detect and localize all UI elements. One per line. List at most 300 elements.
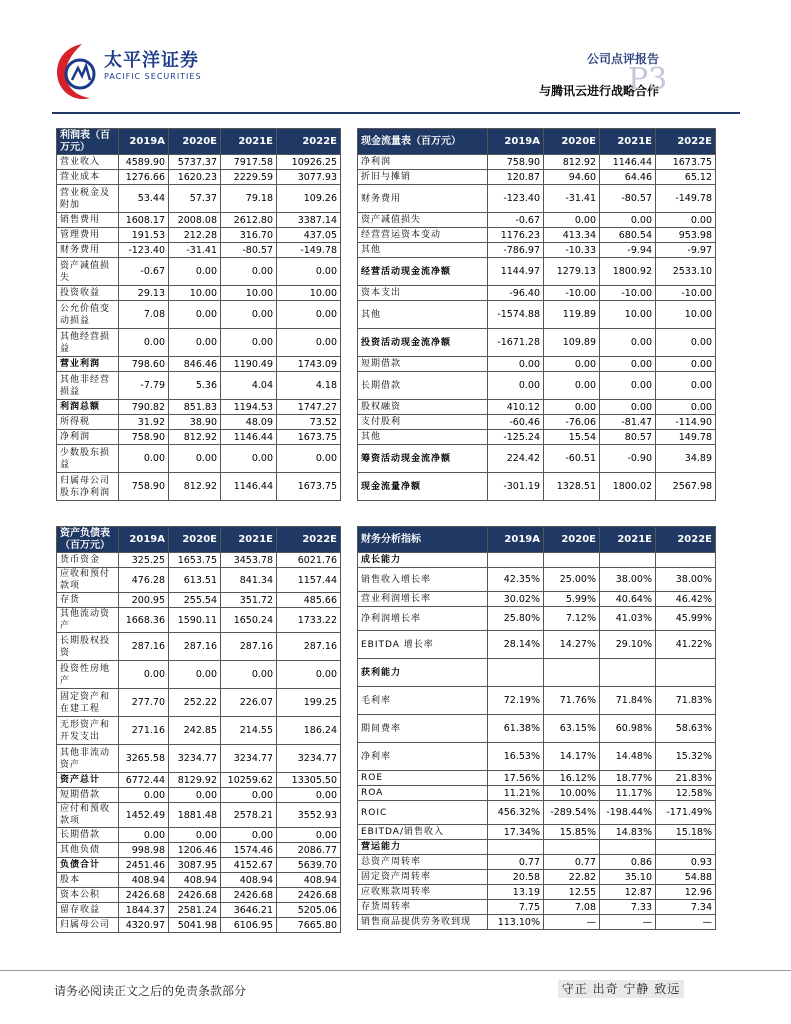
row-label: 管理费用 xyxy=(57,228,119,243)
table-row xyxy=(57,258,341,286)
table-row xyxy=(57,553,341,568)
table-row xyxy=(57,888,341,903)
table-row xyxy=(57,357,341,372)
table-cell: -80.57 xyxy=(221,243,277,258)
table-row xyxy=(358,607,716,631)
table-cell: -76.06 xyxy=(544,415,600,430)
table-cell: 456.32% xyxy=(488,801,544,825)
table-cell: 94.60 xyxy=(544,170,600,185)
table-cell: 0.00 xyxy=(169,828,221,843)
table-cell: 846.46 xyxy=(169,357,221,372)
table-cell: 0.00 xyxy=(544,357,600,372)
table-row xyxy=(57,745,341,773)
table-row xyxy=(57,400,341,415)
table-cell: 0.00 xyxy=(656,400,716,415)
table-cell: 14.48% xyxy=(600,743,656,771)
row-label: 净利率 xyxy=(358,743,488,771)
table-cell: 0.00 xyxy=(221,788,277,803)
table-row xyxy=(358,185,716,213)
row-label: EBITDA 增长率 xyxy=(358,631,488,659)
table-cell: -10.00 xyxy=(544,286,600,301)
table-cell: 325.25 xyxy=(119,553,169,568)
table-cell: 351.72 xyxy=(221,593,277,608)
table-row xyxy=(57,858,341,873)
table-cell: 7.08 xyxy=(544,900,600,915)
table-cell: 7.12% xyxy=(544,607,600,631)
table-cell: 29.10% xyxy=(600,631,656,659)
table-cell: 2533.10 xyxy=(656,258,716,286)
table-cell: 0.00 xyxy=(169,329,221,357)
table-cell: 60.98% xyxy=(600,715,656,743)
table-row xyxy=(57,155,341,170)
row-label: 毛利率 xyxy=(358,687,488,715)
table-cell: 277.70 xyxy=(119,689,169,717)
row-label: 其他流动资产 xyxy=(57,608,119,633)
table-cell: 48.09 xyxy=(221,415,277,430)
table-cell: 2612.80 xyxy=(221,213,277,228)
table-cell: 0.00 xyxy=(119,788,169,803)
table-cell: 15.54 xyxy=(544,430,600,445)
row-label: ROA xyxy=(358,786,488,801)
table-cell: 11.21% xyxy=(488,786,544,801)
table-cell: — xyxy=(600,915,656,930)
table-row xyxy=(358,687,716,715)
row-label: 总资产周转率 xyxy=(358,855,488,870)
table-cell: -80.57 xyxy=(600,185,656,213)
table-cell: 30.02% xyxy=(488,592,544,607)
row-label: 折旧与摊销 xyxy=(358,170,488,185)
table-cell: 0.00 xyxy=(600,329,656,357)
year-header: 2022E xyxy=(277,527,341,553)
table-cell: 10926.25 xyxy=(277,155,341,170)
table-row xyxy=(358,170,716,185)
row-label: 资本支出 xyxy=(358,286,488,301)
page-number: P3 xyxy=(628,62,668,97)
row-label: 应收账款周转率 xyxy=(358,885,488,900)
table-cell: 252.22 xyxy=(169,689,221,717)
table-row xyxy=(57,661,341,689)
row-label: 货币资金 xyxy=(57,553,119,568)
row-label: 股本 xyxy=(57,873,119,888)
table-title: 现金流量表（百万元） xyxy=(358,129,488,155)
table-cell: 1800.02 xyxy=(600,473,656,501)
table-cell xyxy=(656,659,716,687)
row-label: 应付和预收款项 xyxy=(57,803,119,828)
table-cell: 0.00 xyxy=(119,828,169,843)
row-label: 所得税 xyxy=(57,415,119,430)
table-cell: 1146.44 xyxy=(221,473,277,501)
table-row xyxy=(57,918,341,933)
table-row xyxy=(57,329,341,357)
table-cell: 199.25 xyxy=(277,689,341,717)
table-cell: 0.00 xyxy=(600,213,656,228)
table-cell: 11.17% xyxy=(600,786,656,801)
table-header-row xyxy=(358,129,716,155)
table-cell: -123.40 xyxy=(488,185,544,213)
table-cell: 0.00 xyxy=(277,445,341,473)
year-header: 2019A xyxy=(488,129,544,155)
table-cell: 119.89 xyxy=(544,301,600,329)
row-label: 营业利润增长率 xyxy=(358,592,488,607)
table-row xyxy=(57,843,341,858)
table-cell: 3077.93 xyxy=(277,170,341,185)
table-cell: 65.12 xyxy=(656,170,716,185)
table-cell: 5.36 xyxy=(169,372,221,400)
row-label: 投资性房地产 xyxy=(57,661,119,689)
table-cell: 4320.97 xyxy=(119,918,169,933)
table-cell: 113.10% xyxy=(488,915,544,930)
table-cell: 255.54 xyxy=(169,593,221,608)
table-cell: 1733.22 xyxy=(277,608,341,633)
table-cell: 63.15% xyxy=(544,715,600,743)
table-row xyxy=(358,743,716,771)
table-cell: 8129.92 xyxy=(169,773,221,788)
table-title: 财务分析指标 xyxy=(358,527,488,553)
table-cell: 410.12 xyxy=(488,400,544,415)
year-header: 2022E xyxy=(656,129,716,155)
table-cell: 73.52 xyxy=(277,415,341,430)
table-cell: -198.44% xyxy=(600,801,656,825)
table-row xyxy=(57,243,341,258)
table-cell: 3087.95 xyxy=(169,858,221,873)
row-label: 经营活动现金流净额 xyxy=(358,258,488,286)
table-row xyxy=(358,631,716,659)
table-cell: 214.55 xyxy=(221,717,277,745)
row-label: 资产减值损失 xyxy=(57,258,119,286)
table-cell: 0.00 xyxy=(169,661,221,689)
row-label: 资产总计 xyxy=(57,773,119,788)
table-cell: 790.82 xyxy=(119,400,169,415)
table-row xyxy=(57,773,341,788)
row-label: 归属母公司 xyxy=(57,918,119,933)
balance-sheet-table xyxy=(56,526,341,933)
row-label: 营业税金及附加 xyxy=(57,185,119,213)
table-cell: 1673.75 xyxy=(656,155,716,170)
table-row xyxy=(57,717,341,745)
table-row xyxy=(358,243,716,258)
header-divider xyxy=(52,112,740,114)
table-row xyxy=(358,415,716,430)
table-cell: 0.00 xyxy=(277,258,341,286)
table-row xyxy=(57,593,341,608)
table-cell: 17.34% xyxy=(488,825,544,840)
row-label: ROE xyxy=(358,771,488,786)
table-row xyxy=(358,329,716,357)
table-cell: 812.92 xyxy=(544,155,600,170)
table-row xyxy=(57,228,341,243)
table-row xyxy=(358,825,716,840)
table-cell xyxy=(544,553,600,568)
table-cell: 42.35% xyxy=(488,568,544,592)
table-cell: 1190.49 xyxy=(221,357,277,372)
row-label: 财务费用 xyxy=(57,243,119,258)
row-label: 其他经营损益 xyxy=(57,329,119,357)
table-cell: 7.34 xyxy=(656,900,716,915)
table-cell: 0.00 xyxy=(119,329,169,357)
table-cell: 224.42 xyxy=(488,445,544,473)
table-cell: -31.41 xyxy=(544,185,600,213)
table-cell: 413.34 xyxy=(544,228,600,243)
table-cell: 0.77 xyxy=(544,855,600,870)
table-cell xyxy=(488,659,544,687)
table-cell: 0.00 xyxy=(277,329,341,357)
table-cell: 2567.98 xyxy=(656,473,716,501)
table-title: 利润表（百万元） xyxy=(57,129,119,155)
table-cell: 4152.67 xyxy=(221,858,277,873)
row-label: 归属母公司股东净利润 xyxy=(57,473,119,501)
table-row xyxy=(57,568,341,593)
row-label: 存货 xyxy=(57,593,119,608)
table-row xyxy=(57,608,341,633)
table-cell: 271.16 xyxy=(119,717,169,745)
table-cell: -0.67 xyxy=(119,258,169,286)
table-cell: 35.10 xyxy=(600,870,656,885)
table-cell: 851.83 xyxy=(169,400,221,415)
table-cell: 0.00 xyxy=(119,445,169,473)
table-cell: 1590.11 xyxy=(169,608,221,633)
row-label: 利润总额 xyxy=(57,400,119,415)
row-label: 其他负债 xyxy=(57,843,119,858)
table-cell: 72.19% xyxy=(488,687,544,715)
table-cell: 1743.09 xyxy=(277,357,341,372)
table-cell: — xyxy=(544,915,600,930)
table-title: 资产负债表（百万元） xyxy=(57,527,119,553)
table-cell: 408.94 xyxy=(119,873,169,888)
table-row xyxy=(57,301,341,329)
table-cell: 15.85% xyxy=(544,825,600,840)
table-cell xyxy=(600,840,656,855)
table-cell: -96.40 xyxy=(488,286,544,301)
table-cell: 1146.44 xyxy=(221,430,277,445)
table-cell: 4.04 xyxy=(221,372,277,400)
table-row xyxy=(57,445,341,473)
row-label: 获利能力 xyxy=(358,659,488,687)
row-label: 期间费率 xyxy=(358,715,488,743)
table-cell: 200.95 xyxy=(119,593,169,608)
table-cell: 71.76% xyxy=(544,687,600,715)
row-label: 少数股东损益 xyxy=(57,445,119,473)
table-cell: 408.94 xyxy=(277,873,341,888)
table-cell: 2229.59 xyxy=(221,170,277,185)
table-cell: 798.60 xyxy=(119,357,169,372)
table-cell: 1881.48 xyxy=(169,803,221,828)
table-cell: -31.41 xyxy=(169,243,221,258)
row-label: 营业收入 xyxy=(57,155,119,170)
row-label: 支付股利 xyxy=(358,415,488,430)
table-cell: 1328.51 xyxy=(544,473,600,501)
table-row xyxy=(358,400,716,415)
row-label: 净利润增长率 xyxy=(358,607,488,631)
table-cell: -123.40 xyxy=(119,243,169,258)
table-cell: 3234.77 xyxy=(277,745,341,773)
table-cell: 841.34 xyxy=(221,568,277,593)
table-cell: 15.32% xyxy=(656,743,716,771)
table-cell: 16.12% xyxy=(544,771,600,786)
row-label: 财务费用 xyxy=(358,185,488,213)
table-cell: 12.55 xyxy=(544,885,600,900)
table-cell: 13305.50 xyxy=(277,773,341,788)
table-row xyxy=(358,900,716,915)
row-label: EBITDA/销售收入 xyxy=(358,825,488,840)
table-cell: 10.00 xyxy=(277,286,341,301)
table-cell: 0.00 xyxy=(221,329,277,357)
table-cell: 21.83% xyxy=(656,771,716,786)
table-cell: 1194.53 xyxy=(221,400,277,415)
table-cell: 7.33 xyxy=(600,900,656,915)
table-cell: 1844.37 xyxy=(119,903,169,918)
table-row xyxy=(57,213,341,228)
table-cell: 22.82 xyxy=(544,870,600,885)
row-label: 长期借款 xyxy=(358,372,488,400)
table-cell: 0.00 xyxy=(656,213,716,228)
row-label: 净利润 xyxy=(57,430,119,445)
table-cell: 0.00 xyxy=(169,301,221,329)
table-cell: 758.90 xyxy=(488,155,544,170)
table-row xyxy=(358,715,716,743)
table-cell: 0.00 xyxy=(277,301,341,329)
table-cell: -81.47 xyxy=(600,415,656,430)
table-cell: 0.00 xyxy=(600,400,656,415)
table-cell: 1144.97 xyxy=(488,258,544,286)
table-cell: 0.86 xyxy=(600,855,656,870)
row-label: ROIC xyxy=(358,801,488,825)
table-row xyxy=(57,286,341,301)
table-cell: 149.78 xyxy=(656,430,716,445)
table-cell: -9.97 xyxy=(656,243,716,258)
table-cell: 6772.44 xyxy=(119,773,169,788)
table-row xyxy=(358,840,716,855)
table-cell: 0.77 xyxy=(488,855,544,870)
row-label: 长期股权投资 xyxy=(57,633,119,661)
table-cell: 4589.90 xyxy=(119,155,169,170)
table-row xyxy=(358,473,716,501)
table-cell: 287.16 xyxy=(277,633,341,661)
table-cell: -0.90 xyxy=(600,445,656,473)
table-cell: 1620.23 xyxy=(169,170,221,185)
table-cell: -1574.88 xyxy=(488,301,544,329)
table-cell: 0.00 xyxy=(600,357,656,372)
table-cell: 5639.70 xyxy=(277,858,341,873)
table-cell: 0.00 xyxy=(488,357,544,372)
table-cell: 212.28 xyxy=(169,228,221,243)
income-statement-table xyxy=(56,128,341,501)
table-cell xyxy=(544,840,600,855)
table-row xyxy=(358,155,716,170)
table-cell: 3453.78 xyxy=(221,553,277,568)
table-cell: 28.14% xyxy=(488,631,544,659)
table-cell: 31.92 xyxy=(119,415,169,430)
table-cell: 0.00 xyxy=(600,372,656,400)
table-row xyxy=(358,786,716,801)
table-cell: 14.17% xyxy=(544,743,600,771)
table-row xyxy=(358,258,716,286)
year-header: 2020E xyxy=(169,129,221,155)
table-cell: 287.16 xyxy=(169,633,221,661)
table-cell: 0.00 xyxy=(277,788,341,803)
table-cell: 1276.66 xyxy=(119,170,169,185)
table-cell: -10.00 xyxy=(600,286,656,301)
table-row xyxy=(358,430,716,445)
table-cell: 2086.77 xyxy=(277,843,341,858)
row-label: 营运能力 xyxy=(358,840,488,855)
row-label: 经营营运资本变动 xyxy=(358,228,488,243)
table-cell xyxy=(544,659,600,687)
table-row xyxy=(358,870,716,885)
table-cell: 64.46 xyxy=(600,170,656,185)
table-cell: 1650.24 xyxy=(221,608,277,633)
table-cell: 38.00% xyxy=(600,568,656,592)
year-header: 2019A xyxy=(119,129,169,155)
logo-mark-icon xyxy=(52,40,104,104)
table-cell: 408.94 xyxy=(169,873,221,888)
row-label: 无形资产和开发支出 xyxy=(57,717,119,745)
table-cell: 758.90 xyxy=(119,430,169,445)
table-cell: 485.66 xyxy=(277,593,341,608)
row-label: 净利润 xyxy=(358,155,488,170)
table-row xyxy=(358,771,716,786)
table-cell: -149.78 xyxy=(277,243,341,258)
table-cell: 7917.58 xyxy=(221,155,277,170)
report-title: 与腾讯云进行战略合作 xyxy=(538,84,659,98)
table-cell: 10.00 xyxy=(656,301,716,329)
row-label: 公允价值变动损益 xyxy=(57,301,119,329)
table-cell: 998.98 xyxy=(119,843,169,858)
table-cell: -7.79 xyxy=(119,372,169,400)
row-label: 销售费用 xyxy=(57,213,119,228)
table-cell: 5737.37 xyxy=(169,155,221,170)
table-row xyxy=(358,592,716,607)
table-cell: 1157.44 xyxy=(277,568,341,593)
table-cell: 0.00 xyxy=(169,445,221,473)
table-cell: 287.16 xyxy=(119,633,169,661)
cash-flow-table xyxy=(357,128,716,501)
row-label: 负债合计 xyxy=(57,858,119,873)
table-cell: 0.00 xyxy=(221,445,277,473)
table-cell: 2008.08 xyxy=(169,213,221,228)
table-cell: 2426.68 xyxy=(169,888,221,903)
table-row xyxy=(358,372,716,400)
table-cell: 0.00 xyxy=(221,301,277,329)
table-cell: 0.00 xyxy=(544,372,600,400)
table-row xyxy=(358,801,716,825)
table-cell: -114.90 xyxy=(656,415,716,430)
table-row xyxy=(57,430,341,445)
table-cell: 0.00 xyxy=(656,357,716,372)
row-label: 其他非经营损益 xyxy=(57,372,119,400)
table-cell: 1800.92 xyxy=(600,258,656,286)
row-label: 固定资产和在建工程 xyxy=(57,689,119,717)
table-cell: 3234.77 xyxy=(169,745,221,773)
table-cell: 12.58% xyxy=(656,786,716,801)
table-cell: 25.00% xyxy=(544,568,600,592)
table-cell: 287.16 xyxy=(221,633,277,661)
table-cell: 25.80% xyxy=(488,607,544,631)
table-cell: 0.00 xyxy=(656,329,716,357)
table-cell: 15.18% xyxy=(656,825,716,840)
table-cell: 20.58 xyxy=(488,870,544,885)
table-cell: 58.63% xyxy=(656,715,716,743)
table-cell: 13.19 xyxy=(488,885,544,900)
company-logo xyxy=(52,40,212,104)
table-cell: 1608.17 xyxy=(119,213,169,228)
table-cell: 1653.75 xyxy=(169,553,221,568)
table-cell xyxy=(488,840,544,855)
table-cell: 40.64% xyxy=(600,592,656,607)
table-cell: 812.92 xyxy=(169,430,221,445)
row-label: 短期借款 xyxy=(57,788,119,803)
table-row xyxy=(358,855,716,870)
table-cell: 38.90 xyxy=(169,415,221,430)
